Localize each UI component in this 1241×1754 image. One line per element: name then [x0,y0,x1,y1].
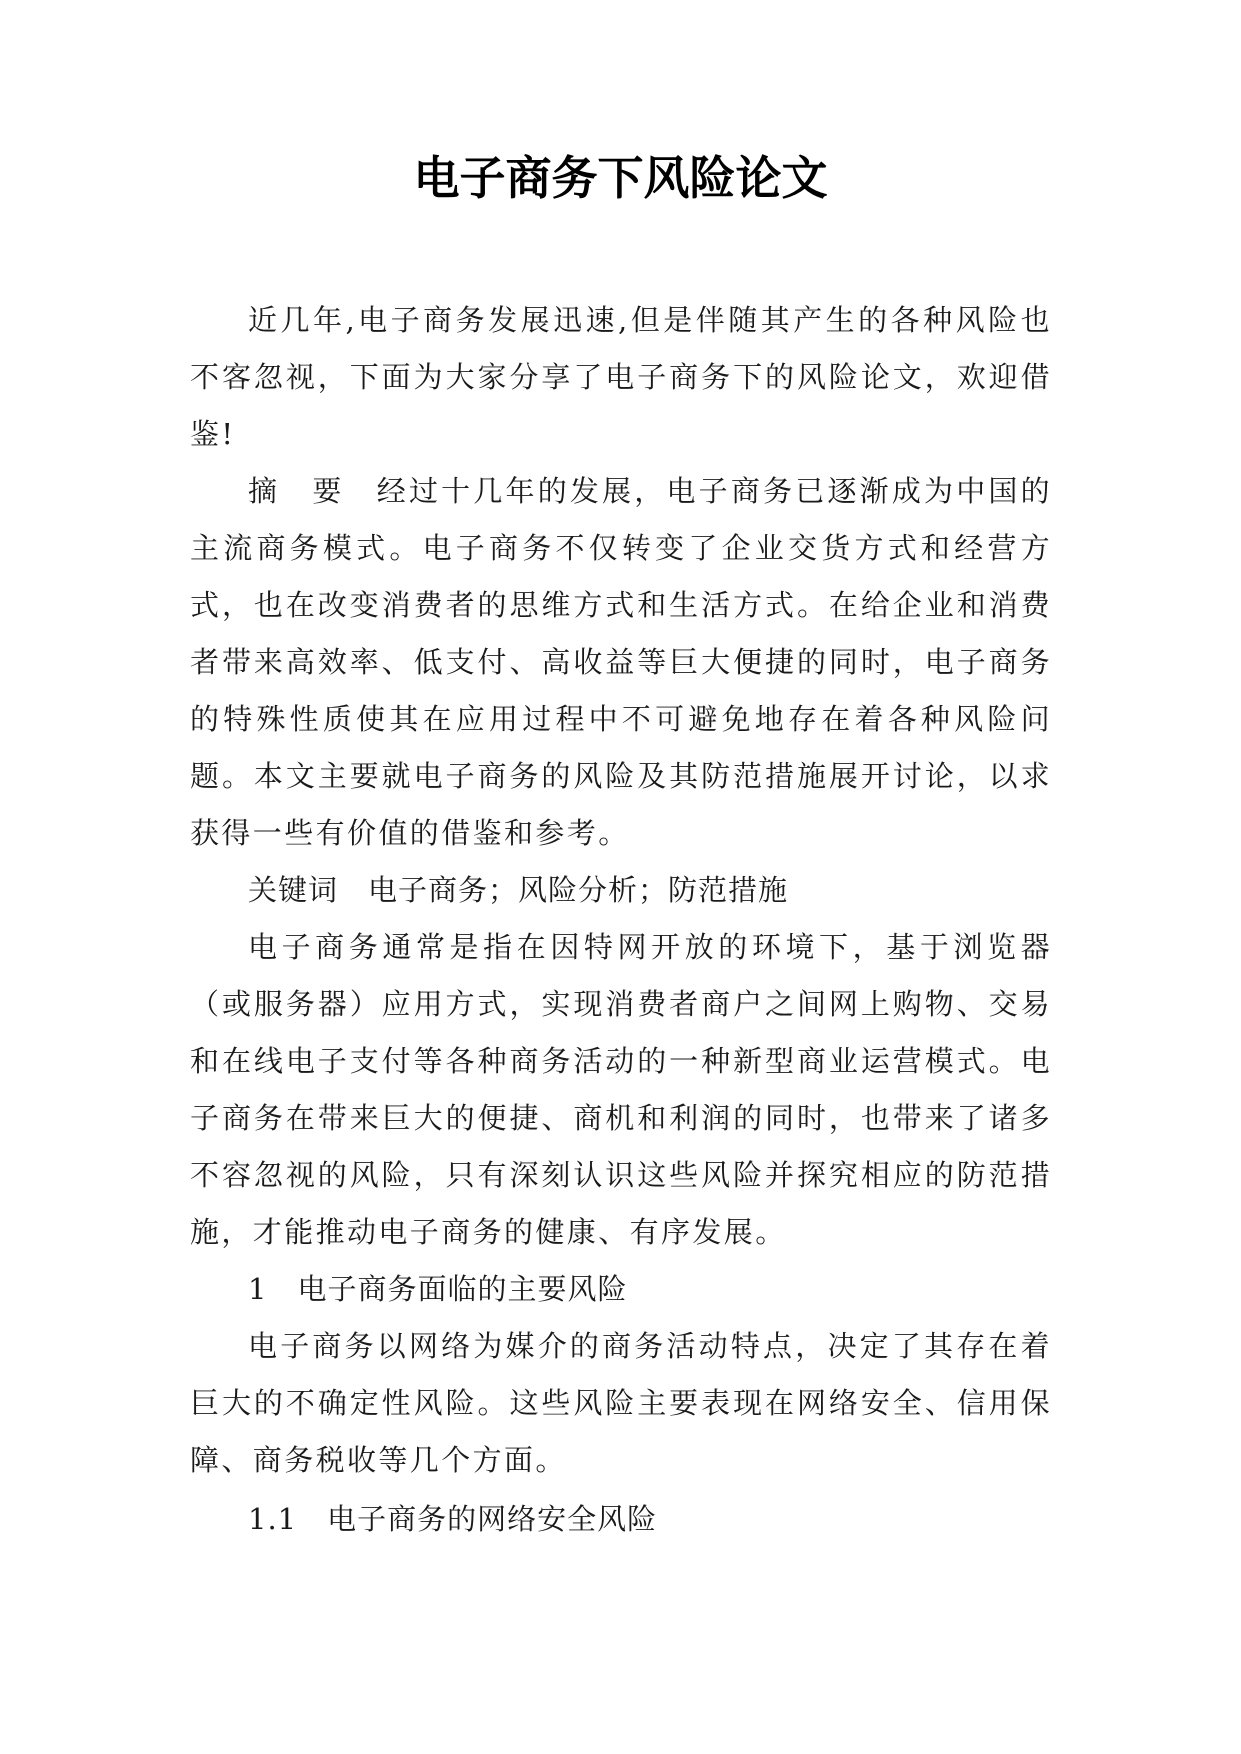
keywords-paragraph: 关键词 电子商务；风险分析；防范措施 [248,873,789,907]
section-paragraph: 电子商务以网络为媒介的商务活动特点，决定了其存在着巨大的不确定性风险。这些风险主要表现在网络安全、信用保障、商务税收等几个方面。 [190,1329,1052,1477]
subsection-heading: 1.1 电子商务的网络安全风险 [248,1502,658,1536]
intro-paragraph: 近几年,电子商务发展迅速,但是伴随其产生的各种风险也不客忽视，下面为大家分享了电子商务下的风险论文，欢迎借鉴! [190,303,1052,451]
document-body [190,292,1052,1548]
abstract-paragraph: 摘 要 经过十几年的发展，电子商务已逐渐成为中国的主流商务模式。电子商务不仅转变了企业交货方式和经营方式，也在改变消费者的思维方式和生活方式。在给企业和消费者带来高效率、低支付、高收益等巨大便捷的同时，电子商务的特殊性质使其在应用过程中不可避免地存在着各种风险问题。本文主要就电子商务的风险及其防范措施展开讨论，以求获得一些有价值的借鉴和参考。 [190,474,1052,850]
document-title: 电子商务下风险论文 [413,151,828,205]
introduction-paragraph: 电子商务通常是指在因特网开放的环境下，基于浏览器（或服务器）应用方式，实现消费者商户之间网上购物、交易和在线电子支付等各种商务活动的一种新型商业运营模式。电子商务在带来巨大的便捷、商机和利润的同时，也带来了诸多不容忽视的风险，只有深刻认识这些风险并探究相应的防范措施，才能推动电子商务的健康、有序发展。 [190,930,1052,1249]
section-heading: 1 电子商务面临的主要风险 [248,1272,628,1306]
